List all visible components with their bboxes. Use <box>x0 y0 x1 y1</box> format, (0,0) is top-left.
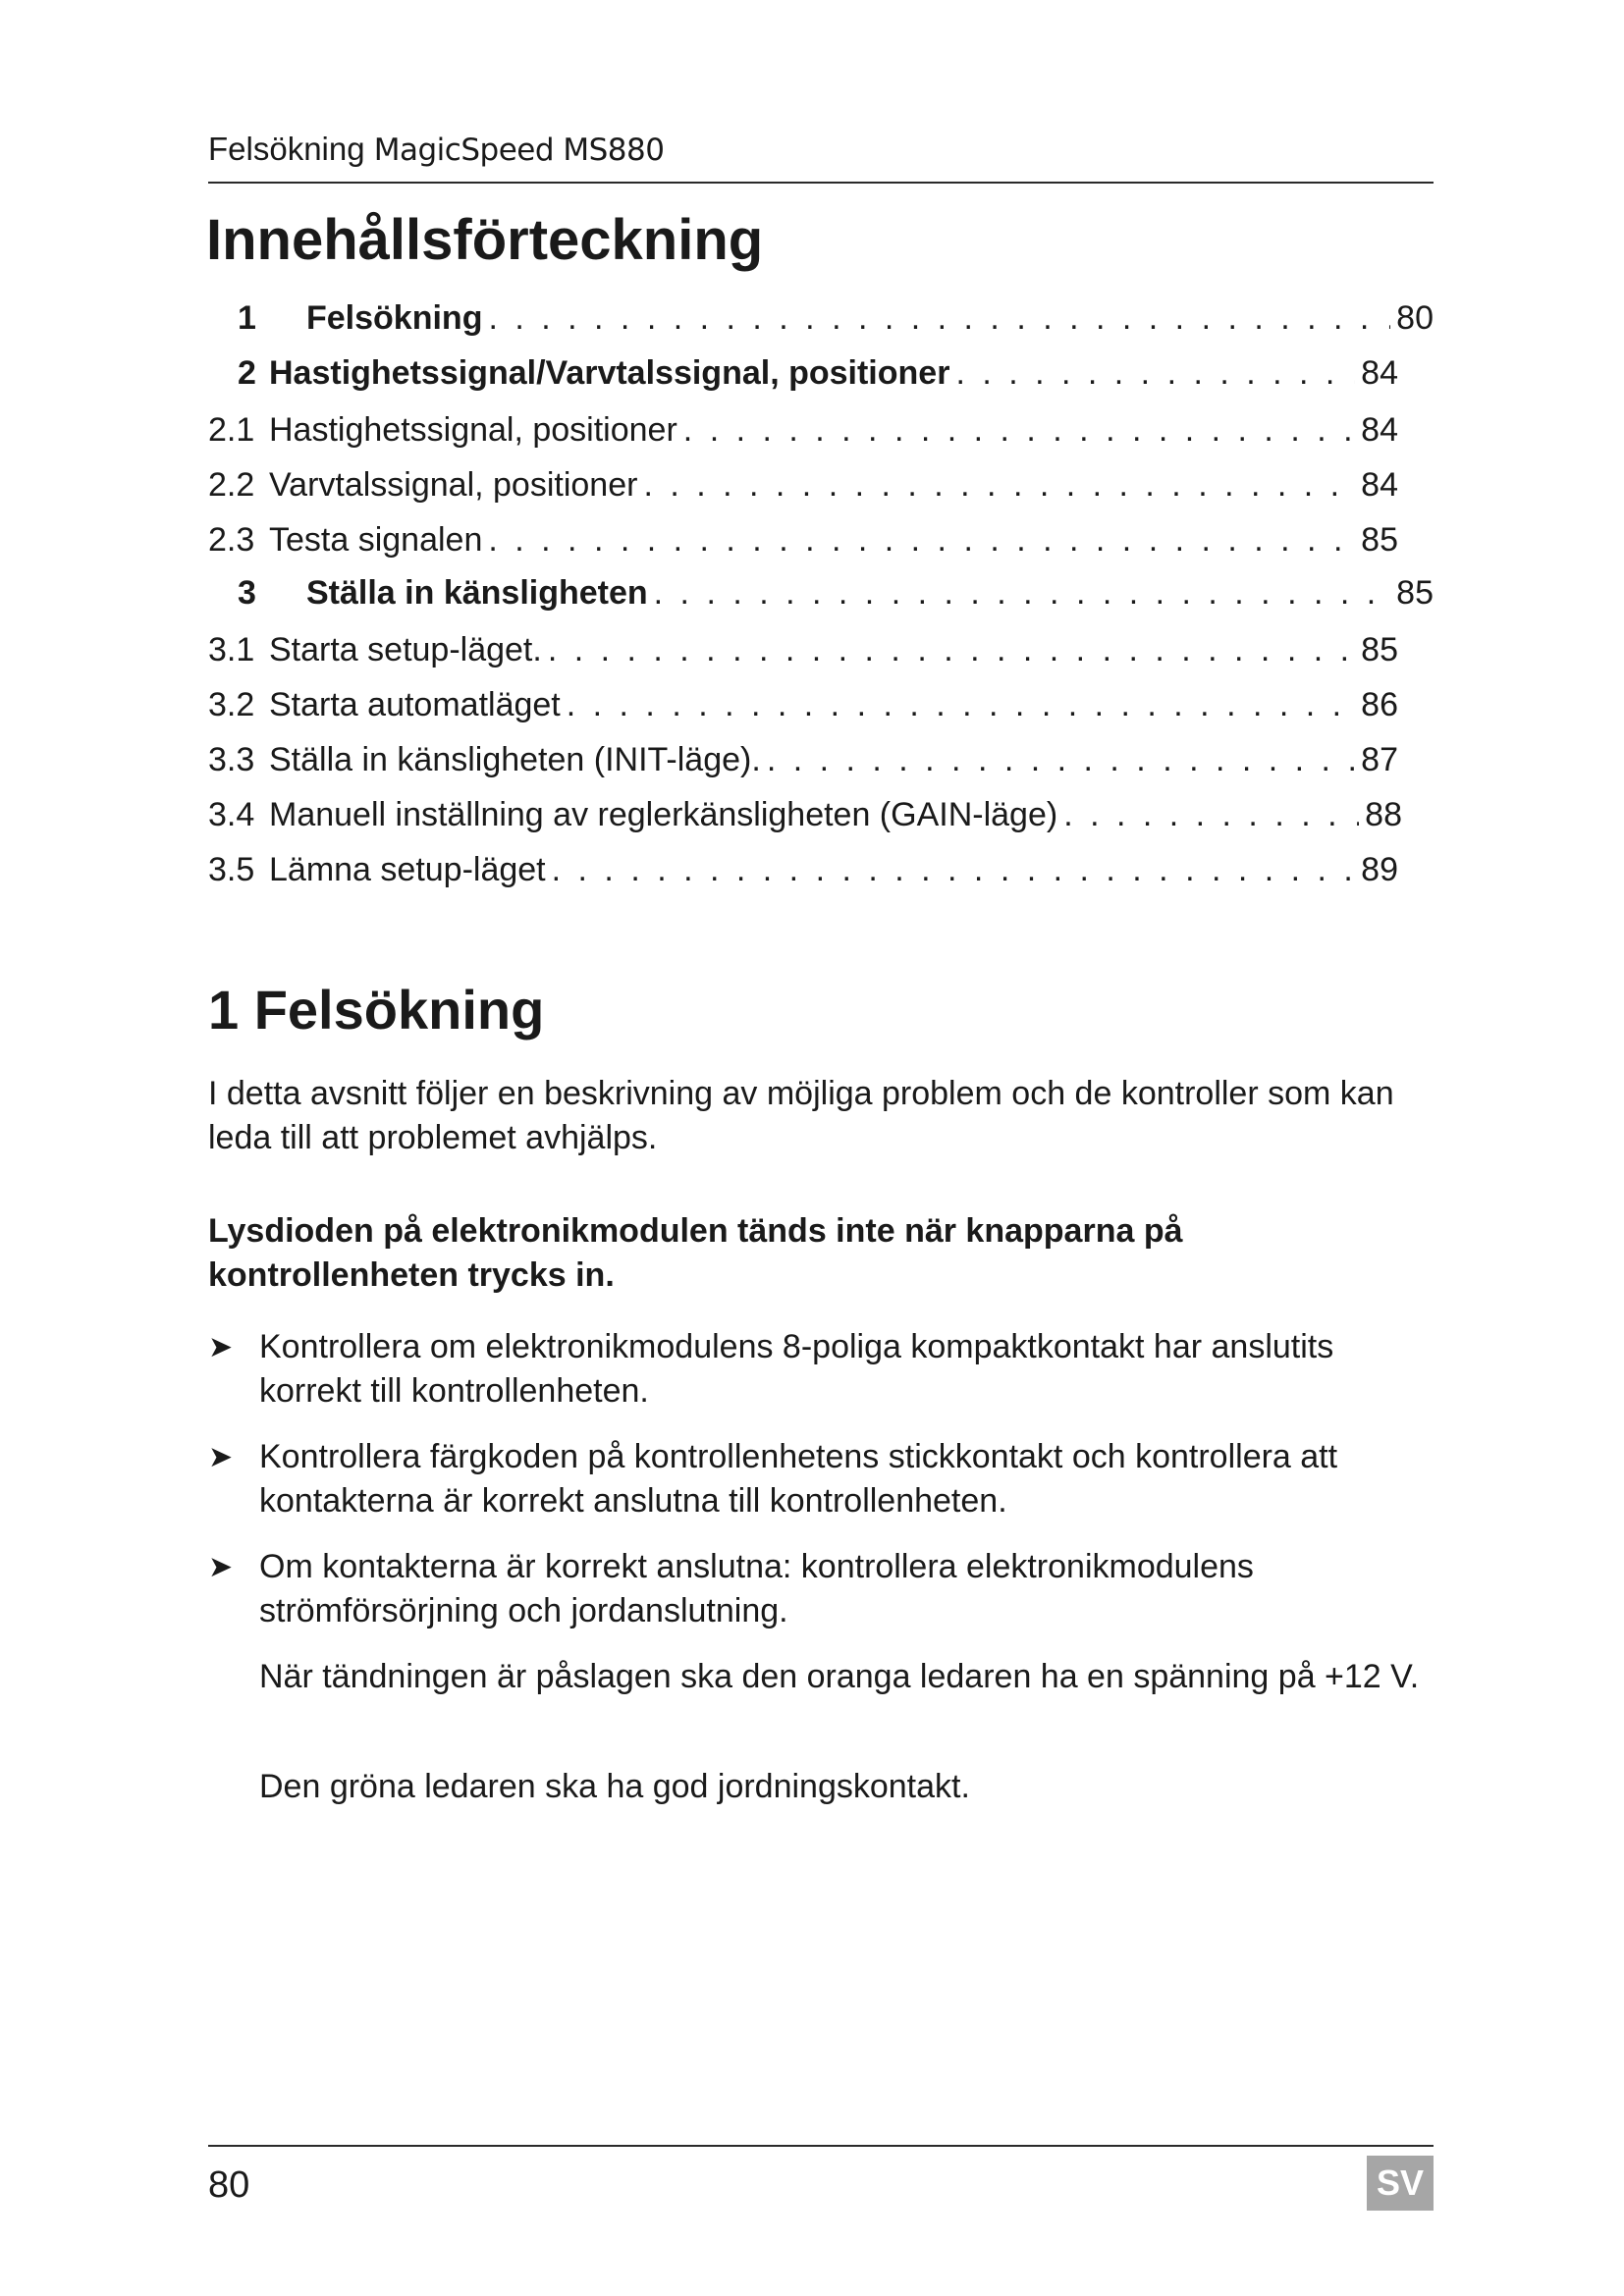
toc-leader-dots <box>767 738 1355 781</box>
running-header <box>208 130 1434 170</box>
toc-entry[interactable] <box>208 848 1398 891</box>
toc-entry-label: Starta automatläget <box>269 686 561 723</box>
page-number: 80 <box>208 2164 250 2206</box>
toc-entry-label: Ställa in känsligheten <box>306 574 648 612</box>
arrowhead-right-icon: ➤ <box>208 1551 234 1583</box>
toc-entry[interactable] <box>208 628 1398 671</box>
bullet-text: Kontrollera om elektronikmodulens 8-poliga kompaktkontakt har anslutits korrekt till kontrollenheten. <box>259 1328 1334 1410</box>
toc-entry-page: 84 <box>1361 411 1398 449</box>
toc-entry-label: Starta setup-läget. <box>269 631 542 668</box>
language-badge: SV <box>1367 2156 1434 2211</box>
toc-entry[interactable] <box>238 296 1434 340</box>
toc-leader-dots <box>488 296 1390 340</box>
toc-leader-dots <box>552 848 1356 891</box>
toc-entry-page: 86 <box>1361 686 1398 723</box>
toc-entry-number: 3 <box>238 574 256 612</box>
toc-entry-number: 2.1 <box>208 411 255 449</box>
section-title: 1 Felsökning <box>208 979 545 1041</box>
toc-entry-page: 80 <box>1396 299 1434 337</box>
footer-rule <box>208 2145 1434 2147</box>
toc-entry[interactable] <box>208 683 1398 726</box>
bullet-text: Om kontakterna är korrekt anslutna: kontrollera elektronikmodulens strömförsörjning och jordanslutning. <box>259 1548 1254 1629</box>
toc-entry-number: 3.2 <box>208 686 255 723</box>
toc-entry-page: 85 <box>1396 574 1434 612</box>
toc-entry-page: 88 <box>1365 796 1402 833</box>
toc-leader-dots <box>548 628 1355 671</box>
toc-entry[interactable] <box>208 463 1398 507</box>
problem-heading: Lysdioden på elektronikmodulen tänds inte när knapparna på kontrollenheten trycks in. <box>208 1212 1183 1294</box>
toc-entry[interactable] <box>208 408 1398 452</box>
note-paragraph: När tändningen är påslagen ska den oranga ledaren ha en spänning på +12 V. <box>259 1658 1420 1695</box>
bullet-item <box>208 1435 1435 1523</box>
toc-entry-page: 85 <box>1361 521 1398 559</box>
toc-entry-number: 3.3 <box>208 741 255 778</box>
toc-entry-label: Hastighetssignal/Varvtalssignal, positioner <box>269 354 950 392</box>
toc-entry-page: 85 <box>1361 631 1398 668</box>
toc-leader-dots <box>643 463 1355 507</box>
arrowhead-right-icon: ➤ <box>208 1441 234 1473</box>
toc-entry[interactable] <box>208 518 1398 561</box>
toc-entry-label: Lämna setup-läget <box>269 851 546 888</box>
toc-entry-label: Testa signalen <box>269 521 483 559</box>
toc-leader-dots <box>654 571 1391 614</box>
bullet-item <box>208 1325 1435 1414</box>
header-rule <box>208 182 1434 184</box>
toc-entry-page: 87 <box>1361 741 1398 778</box>
toc-leader-dots <box>1063 793 1359 836</box>
bullet-text: Kontrollera färgkoden på kontrollenhetens stickkontakt och kontrollera att kontakterna är korrekt anslutna till kontrollenheten. <box>259 1438 1338 1520</box>
toc-entry-number: 3.4 <box>208 796 255 833</box>
toc-entry-number: 2.2 <box>208 466 255 504</box>
toc-title: Innehållsförteckning <box>206 208 764 272</box>
toc-entry-label: Ställa in känsligheten (INIT-läge). <box>269 741 761 778</box>
toc-entry[interactable] <box>238 351 1398 395</box>
toc-entry-number: 1 <box>238 299 256 337</box>
section-intro: I detta avsnitt följer en beskrivning av möjliga problem och de kontroller som kan leda till att problemet avhjälps. <box>208 1075 1394 1156</box>
toc-entry-label: Hastighetssignal, positioner <box>269 411 677 449</box>
toc-entry[interactable] <box>208 738 1398 781</box>
arrowhead-right-icon: ➤ <box>208 1331 234 1363</box>
toc-entry-label: Felsökning <box>306 299 483 337</box>
toc-entry-number: 3.5 <box>208 851 255 888</box>
toc-entry[interactable] <box>238 571 1434 614</box>
toc-leader-dots <box>488 518 1355 561</box>
toc-leader-dots <box>955 351 1355 395</box>
header-section: Felsökning <box>208 131 365 167</box>
note-paragraph: Den gröna ledaren ska ha god jordningskontakt. <box>259 1768 970 1805</box>
toc-entry-number: 2.3 <box>208 521 255 559</box>
toc-entry-page: 84 <box>1361 354 1398 392</box>
bullet-item <box>208 1545 1435 1633</box>
toc-entry[interactable] <box>208 793 1402 836</box>
toc-entry-page: 89 <box>1361 851 1398 888</box>
toc-entry-number: 3.1 <box>208 631 255 668</box>
toc-entry-number: 2 <box>238 354 256 392</box>
header-product: MagicSpeed MS880 <box>373 133 665 168</box>
toc-leader-dots <box>567 683 1355 726</box>
toc-entry-label: Manuell inställning av reglerkänsligheten (GAIN-läge) <box>269 796 1058 833</box>
toc-entry-page: 84 <box>1361 466 1398 504</box>
toc-leader-dots <box>683 408 1355 452</box>
toc-entry-label: Varvtalssignal, positioner <box>269 466 638 504</box>
